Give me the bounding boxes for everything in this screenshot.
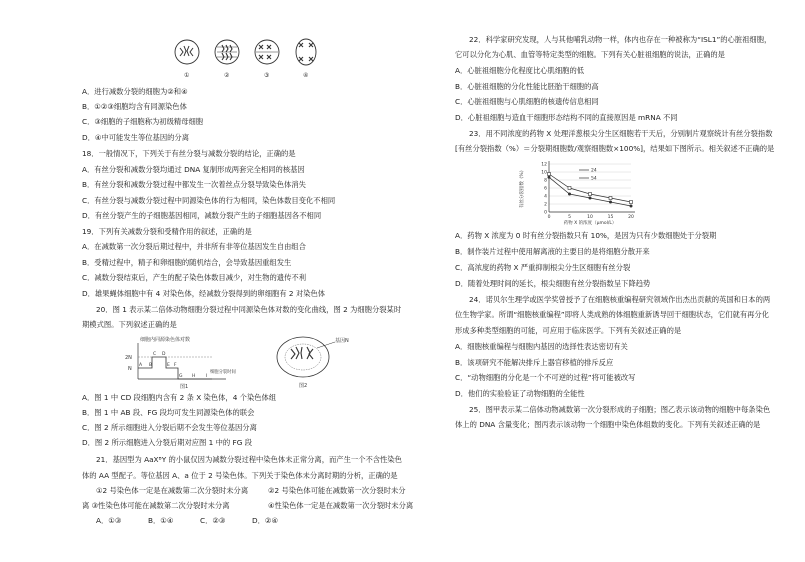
- chart-legend-label: 54: [591, 176, 597, 182]
- q20-option-b: B．图 1 中 AB 段、FG 段均可发生同源染色体的联会: [82, 408, 255, 417]
- q18-stem: 18．一般情况下，下列关于有丝分裂与减数分裂的结论，正确的是: [82, 149, 296, 158]
- chart-point: [548, 176, 551, 179]
- q20-stem-line1: 20．图 1 表示某二倍体动物细胞分裂过程中同源染色体对数的变化曲线，图 2 为细胞分裂某时: [96, 305, 402, 314]
- q21-stem-line2: 体的 AA 型配子。等位基因 A、a 位于 2 号染色体。下列关于染色体未分离时期的分析，正确的是: [82, 471, 398, 480]
- q20-option-c: C．图 2 所示细胞进入分裂后期不会发生等位基因分离: [82, 423, 257, 432]
- chart-point: [568, 193, 571, 196]
- cell-label-3: ③: [264, 72, 270, 79]
- chart-ytick-label: 12: [541, 162, 547, 168]
- mitotic-index-chart: [515, 158, 665, 228]
- chart-series-line: [549, 177, 631, 206]
- q18-option-d: D．有丝分裂产生的子细胞基因相同，减数分裂产生的子细胞基因各不相同: [82, 211, 322, 220]
- q19-option-c: C．减数分裂结束后，产生的配子染色体数目减少，对生物的遗传不利: [82, 273, 306, 282]
- q17-option-b: B．①②③细胞均含有同源染色体: [82, 102, 187, 111]
- fig2-gene-label: 基因N: [335, 338, 349, 344]
- q19-option-d: D．雄果蝇体细胞中有 4 对染色体，经减数分裂得到的卵细胞有 2 对染色体: [82, 289, 326, 298]
- q18-option-c: C．有丝分裂与减数分裂过程中同源染色体的行为相同，染色体数目变化不相同: [82, 196, 336, 205]
- chart-ytick-label: 6: [544, 186, 547, 192]
- chart-ytick-label: 10: [541, 170, 547, 176]
- cell-label-4: ④: [303, 72, 309, 79]
- q17-option-a: A．进行减数分裂的细胞为②和④: [82, 87, 188, 96]
- q19-stem: 19．下列有关减数分裂和受精作用的叙述，正确的是: [82, 227, 252, 236]
- fig1-letter-b: B: [149, 363, 153, 368]
- chart-point: [568, 187, 571, 190]
- q18-option-a: A．有丝分裂和减数分裂均通过 DNA 复制形成两套完全相同的核基因: [82, 165, 305, 174]
- chart-xtick-label: 15: [607, 215, 614, 220]
- chart-x-label: 药物 X 的浓度（μmol/L）: [563, 221, 617, 226]
- q24-stem-line1: 24．诺贝尔生理学或医学奖曾授予了在细胞核重编程研究领域作出杰出贡献的英国和日本的两: [469, 295, 771, 304]
- q17-option-d: D．④中可能发生等位基因的分离: [82, 133, 190, 142]
- q23-option-b: B．制作装片过程中使用解离液的主要目的是将细胞分散开来: [455, 247, 650, 256]
- q22-option-d: D．心脏祖细胞与造血干细胞形态结构不同的直接原因是 mRNA 不同: [455, 113, 678, 122]
- q25-stem-line1: 25．图甲表示某二倍体动物减数第一次分裂形成的子细胞；图乙表示该动物的细胞中每条染色: [469, 405, 771, 414]
- q23-option-a: A．药物 X 浓度为 0 时有丝分裂指数只有 10%，是因为只有少数细胞处于分裂期: [455, 231, 717, 240]
- cell-division-figures: [170, 37, 330, 81]
- chart-xtick-label: 0: [547, 215, 551, 220]
- fig1-ytick-2n: 2N: [125, 355, 132, 361]
- fig1-ytick-n: N: [128, 366, 132, 372]
- fig2-caption: 图2: [299, 383, 308, 389]
- q24-stem-line2: 位生物学家。所谓“细胞核重编程”即将人类成熟的体细胞重新诱导回干细胞状态，它们就有再分化: [455, 310, 770, 319]
- chart-ytick-label: 0: [544, 210, 547, 216]
- cell-1: [175, 40, 199, 64]
- chart-point: [609, 197, 612, 200]
- fig1-letter-h: H: [192, 374, 196, 379]
- q22-option-b: B．心脏祖细胞的分化性能比胚胎干细胞的高: [455, 82, 599, 91]
- chart-point: [589, 197, 592, 200]
- q20-option-a: A．图 1 中 CD 段细胞内含有 2 条 X 染色体，4 个染色体组: [82, 393, 277, 402]
- chart-y-label: 有丝分裂指数（%）: [520, 167, 525, 209]
- q25-stem-line2: 体上的 DNA 含量变化；图丙表示该动物一个细胞中染色体组数的变化。下列有关叙述正确的是: [455, 420, 761, 429]
- chart-ytick-label: 8: [544, 178, 547, 184]
- fig1-letter-f: F: [174, 363, 177, 368]
- q23-stem-line1: 23．用不同浓度的药物 X 处理洋葱根尖分生区细胞若干天后，分别制片观察统计有丝分裂指数: [469, 129, 773, 138]
- q21-stem-line1: 21．基因型为 AaXᴮY 的小鼠仅因为减数分裂过程中染色体未正常分离，而产生一个不含性染色: [96, 455, 402, 464]
- q24-option-d: D．他们的实验验证了动物细胞的全能性: [455, 389, 585, 398]
- q21-choice-a: A．①③: [96, 516, 122, 525]
- chart-legend-label: 24: [591, 168, 597, 174]
- cell-4: [296, 39, 316, 65]
- figure-2: [265, 333, 360, 389]
- q17-option-c: C．③细胞的子细胞称为初级精母细胞: [82, 117, 204, 126]
- q22-option-a: A．心脏祖细胞分化程度比心肌细胞的低: [455, 66, 585, 75]
- chart-ytick-label: 4: [544, 194, 547, 200]
- fig1-curve: [138, 357, 212, 379]
- q21-choice-d: D．②④: [252, 516, 278, 525]
- q21-choice-c: C．②③: [200, 516, 226, 525]
- chart-point: [630, 201, 633, 204]
- q18-option-b: B．有丝分裂和减数分裂过程中都发生一次着丝点分裂导致染色体消失: [82, 180, 306, 189]
- q21-choice-b: B．①④: [148, 516, 174, 525]
- q24-option-a: A．细胞核重编程与细胞内基因的选择性表达密切有关: [455, 342, 628, 351]
- q22-stem-line1: 22．科学家研究发现，人与其他哺乳动物一样，体内也存在一种被称为“ISL1”的心脏祖细胞，: [469, 35, 772, 44]
- q20-option-d: D．图 2 所示细胞进入分裂后期对应图 1 中的 FG 段: [82, 438, 253, 447]
- fig1-axis-x: 细胞分裂时间: [210, 370, 236, 375]
- q21-item-2: ②2 号染色体可能在减数第一次分裂时未分: [268, 486, 406, 495]
- q24-option-b: B．该项研究不能解决排斥上器官移植的排斥反应: [455, 358, 614, 367]
- chart-xtick-label: 5: [568, 215, 571, 220]
- fig1-letter-i: I: [206, 374, 208, 379]
- chart-xtick-label: 20: [628, 215, 634, 220]
- cell-3: [255, 40, 279, 64]
- fig1-letter-g: G: [179, 374, 183, 379]
- chart-point: [630, 205, 633, 208]
- q21-item-4: ④性染色体一定是在减数第一次分裂时未分离: [268, 501, 414, 510]
- q19-option-b: B．受精过程中，精子和卵细胞的随机结合，会导致基因重组发生: [82, 258, 292, 267]
- fig1-letter-c: C: [153, 352, 157, 357]
- chart-point: [589, 193, 592, 196]
- chart-point: [548, 173, 551, 176]
- q21-item-1: ①2 号染色体一定是在减数第二次分裂时未分离: [96, 486, 249, 495]
- cell-2: [215, 40, 239, 64]
- fig1-letter-a: A: [139, 363, 143, 368]
- chart-xtick-label: 10: [587, 215, 593, 220]
- chart-point: [609, 201, 612, 204]
- q22-stem-line2: 它可以分化为心肌、血管等特定类型的细胞。下列有关心脏祖细胞的说法，正确的是: [455, 50, 725, 59]
- q22-option-c: C．心脏祖细胞与心肌细胞的核遗传信息相同: [455, 97, 599, 106]
- fig1-letter-d: D: [162, 352, 166, 357]
- cell-label-1: ①: [184, 72, 190, 79]
- figure-1: [122, 333, 236, 390]
- q19-option-a: A．在减数第一次分裂后期过程中，并非所有非等位基因发生自由组合: [82, 242, 306, 251]
- q23-option-d: D．随着处理时间的延长，根尖细胞有丝分裂指数呈下降趋势: [455, 279, 651, 288]
- q21-item-3: 离 ③性染色体可能在减数第二次分裂时未分离: [82, 501, 230, 510]
- q24-stem-line3: 形成多种类型细胞的可能，可应用于临床医学。下列有关叙述正确的是: [455, 326, 682, 335]
- fig1-letter-e: E: [167, 363, 170, 368]
- q24-option-c: C．“动物细胞的分化是一个不可逆的过程”将可能被改写: [455, 373, 636, 382]
- q23-stem-line2: [有丝分裂指数（%）＝分裂期细胞数/观察细胞数×100%]，结果如下图所示。相关叙述不正确的是: [455, 144, 775, 153]
- cell-label-2: ②: [224, 72, 230, 79]
- fig1-title: 细胞内同源染色体对数: [140, 337, 191, 343]
- q23-option-c: C．高浓度的药物 X 严重抑制根尖分生区细胞有丝分裂: [455, 263, 631, 272]
- fig1-caption: 图1: [180, 384, 189, 390]
- chart-ytick-label: 2: [544, 202, 547, 208]
- q20-stem-line2: 期模式图。下列叙述正确的是: [82, 320, 177, 329]
